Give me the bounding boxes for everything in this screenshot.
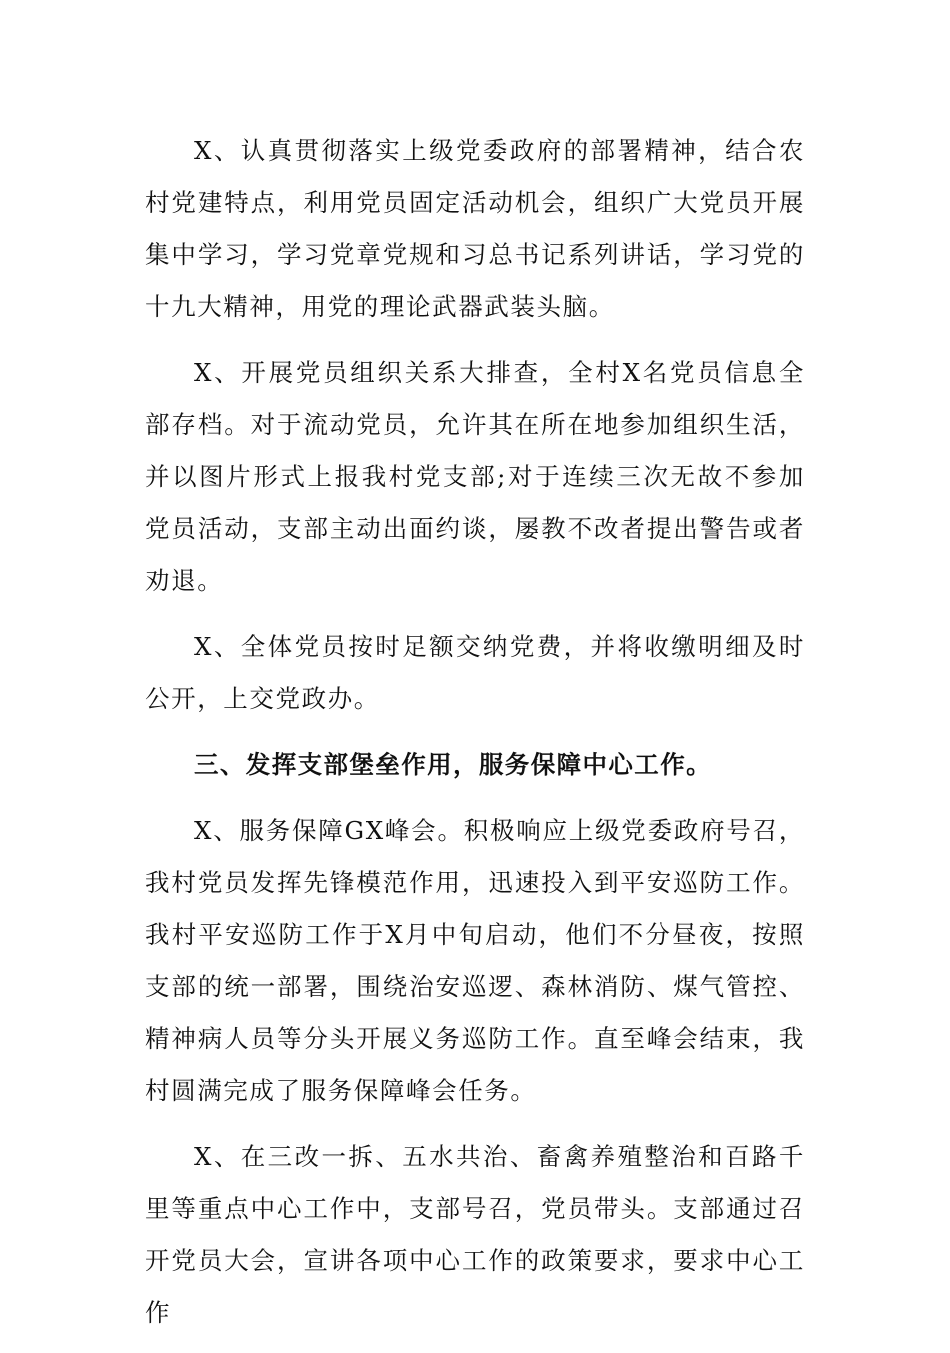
paragraph-party-dues: X、全体党员按时足额交纳党费，并将收缴明细及时公开，上交党政办。 [145, 632, 805, 713]
paragraph-summit-service: X、服务保障GX峰会。积极响应上级党委政府号召，我村党员发挥先锋模范作用，迅速投入到平安巡防工作。我村平安巡防工作于X月中旬启动，他们不分昼夜，按照支部的统一部署，围绕治安巡逻、森林消防、煤气管控、精神病人员等分头开展义务巡防工作。直至峰会结束，我村圆满完成了服务保障峰会任务。 [145, 816, 805, 1105]
document-body [145, 125, 805, 1353]
paragraph-central-work: X、在三改一拆、五水共治、畜禽养殖整治和百路千里等重点中心工作中，支部号召，党员带头。支部通过召开党员大会，宣讲各项中心工作的政策要求，要求中心工作 [145, 1142, 805, 1327]
paragraph-study: X、认真贯彻落实上级党委政府的部署精神，结合农村党建特点，利用党员固定活动机会，组织广大党员开展集中学习，学习党章党规和习总书记系列讲话，学习党的十九大精神，用党的理论武器武装头脑。 [145, 136, 805, 321]
section-heading: 三、发挥支部堡垒作用，服务保障中心工作。 [194, 750, 712, 779]
paragraph-membership-check: X、开展党员组织关系大排查，全村X名党员信息全部存档。对于流动党员，允许其在所在地参加组织生活，并以图片形式上报我村党支部;对于连续三次无故不参加党员活动，支部主动出面约谈，屡教不改者提出警告或者劝退。 [145, 358, 805, 595]
